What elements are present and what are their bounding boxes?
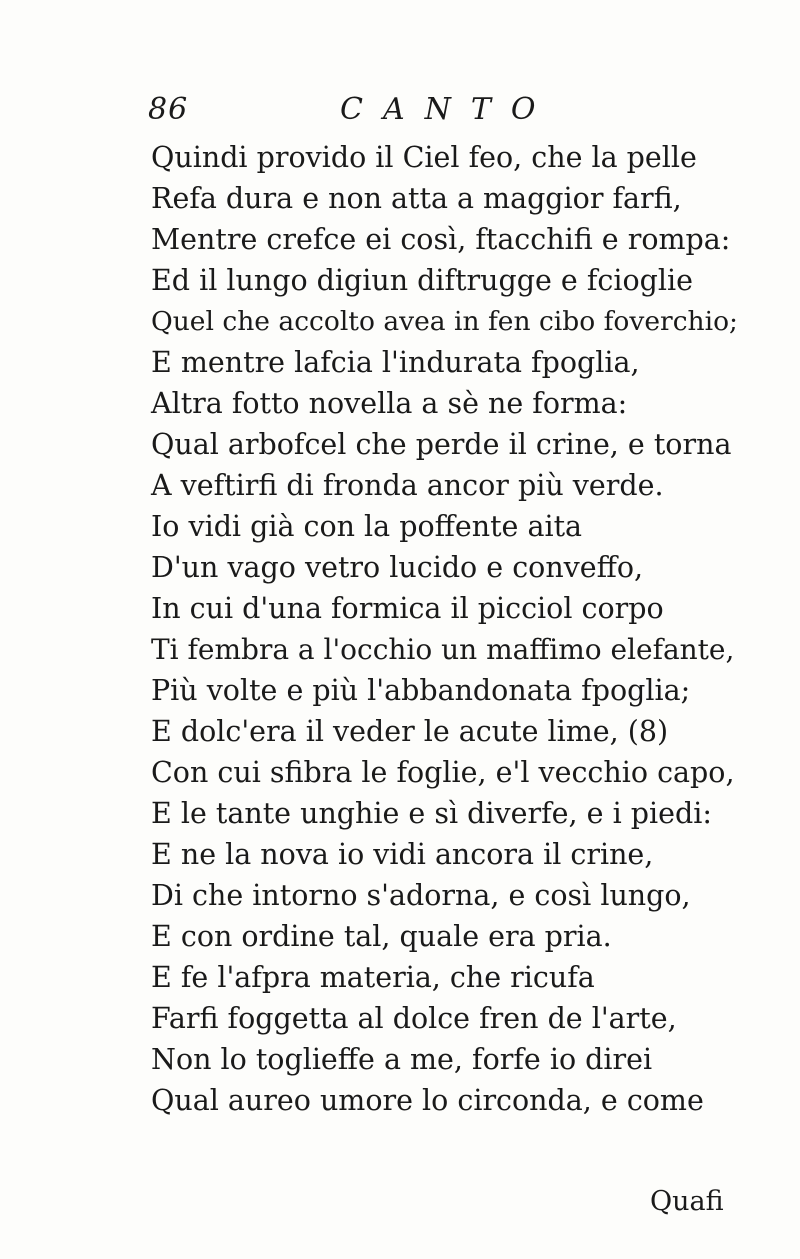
verse-line: Quindi provido il Ciel feo, che la pelle [151, 141, 697, 174]
verse-line: D'un vago vetro lucido e conveffo, [151, 551, 644, 584]
verse-line: Ti fembra a l'occhio un maffimo elefante, [151, 633, 735, 666]
verse-line: Di che intorno s'adorna, e così lungo, [151, 879, 691, 912]
verse-line: Mentre crefce ei così, ftacchifi e rompa: [151, 223, 731, 256]
verse-line: Farfi foggetta al dolce fren de l'arte, [151, 1002, 677, 1035]
verse-line: Quel che accolto avea in fen cibo foverchio; [151, 306, 738, 337]
verse-line: A veftirfi di fronda ancor più verde. [151, 469, 664, 502]
verse-line: E fe l'afpra materia, che ricufa [151, 961, 595, 994]
verse-line: Qual aureo umore lo circonda, e come [151, 1084, 704, 1117]
verse-line: E dolc'era il veder le acute lime, (8) [151, 715, 669, 748]
verse-line: Altra fotto novella a sè ne forma: [151, 387, 628, 420]
verse-line: Ed il lungo digiun diftrugge e fcioglie [151, 264, 693, 297]
catchword: Quafi [650, 1186, 724, 1217]
verse-line: Io vidi già con la poffente aita [151, 510, 583, 543]
verse-line: In cui d'una formica il picciol corpo [151, 592, 664, 625]
verse-line: Con cui sfibra le foglie, e'l vecchio capo, [151, 756, 735, 789]
verse-line: Refa dura e non atta a maggior farfi, [151, 182, 682, 215]
page-number: 86 [148, 92, 189, 127]
page-header [0, 92, 800, 132]
verse-line: E mentre lafcia l'indurata fpoglia, [151, 346, 640, 379]
verse-line: Più volte e più l'abbandonata fpoglia; [151, 674, 691, 707]
running-head: CANTO [340, 92, 556, 127]
verse-line: E con ordine tal, quale era pria. [151, 920, 612, 953]
verse-line: E ne la nova io vidi ancora il crine, [151, 838, 654, 871]
verse-line: Qual arbofcel che perde il crine, e torna [151, 428, 732, 461]
verse-line: E le tante unghie e sì diverfe, e i piedi: [151, 797, 712, 830]
verse-line: Non lo toglieffe a me, forfe io direi [151, 1043, 653, 1076]
